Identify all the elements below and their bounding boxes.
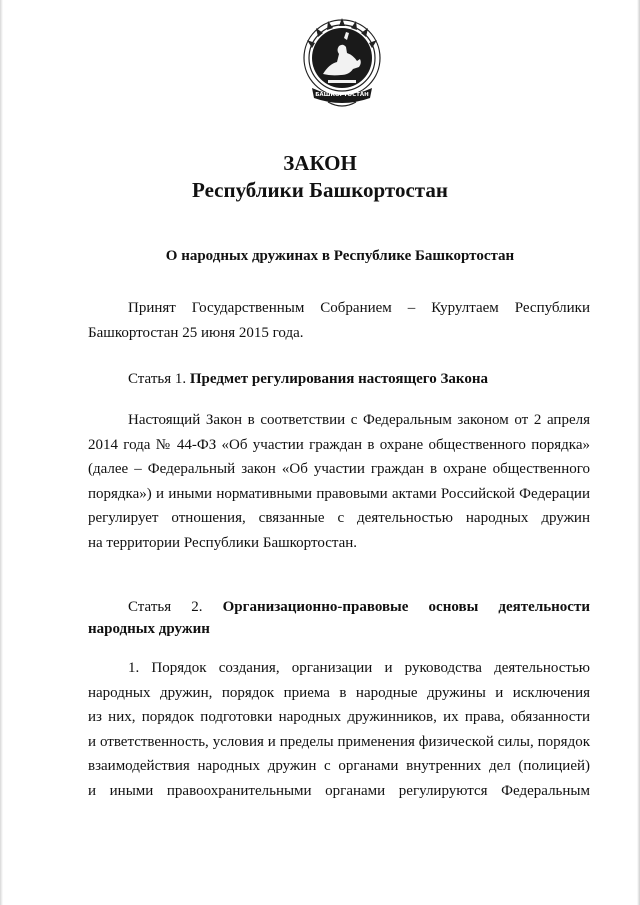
article-1-title: Предмет регулирования настоящего Закона xyxy=(189,371,488,387)
scan-edge-left xyxy=(0,0,3,905)
article-1-line: регулирует отношения, связанные с деятельностью народных дружин xyxy=(88,510,590,527)
article-1-line: на территории Республики Башкортостан. xyxy=(88,534,358,551)
law-subject: О народных дружинах в Республике Башкортостан xyxy=(165,248,515,264)
article-2-heading xyxy=(88,596,590,640)
adoption-line: Принят Государственным Собранием – Курултаем Республики xyxy=(128,300,590,316)
bashkortostan-coat-of-arms-icon xyxy=(298,14,386,110)
article-1-heading xyxy=(88,368,590,390)
article-1-line: Настоящий Закон в соответствии с Федеральным законом от 2 апреля xyxy=(128,412,590,428)
article-1-line: порядка») и иными нормативными правовыми актами Российской Федерации xyxy=(88,485,590,502)
emblem-ribbon-text: БАШКОРТОСТАН xyxy=(315,92,369,98)
article-2-line: и ответственность, условия и пределы применения физической силы, порядок xyxy=(88,733,590,750)
article-2-line: народных дружин, порядок приема в народные дружины и исключения xyxy=(88,684,590,701)
article-2-body xyxy=(88,656,590,804)
article-1-line: (далее – Федеральный закон «Об участии граждан в охране общественного xyxy=(88,461,590,478)
title-republic: Республики Башкортостан xyxy=(192,178,448,202)
article-1-body xyxy=(88,408,590,556)
adoption-statement xyxy=(88,296,590,345)
document-title xyxy=(0,150,640,204)
article-2-line: 1. Порядок создания, организации и руководства деятельностью xyxy=(128,660,590,676)
article-2-prefix: Статья 2. xyxy=(128,599,223,615)
article-1-line: 2014 года № 44-ФЗ «Об участии граждан в охране общественного порядка» xyxy=(88,436,590,453)
title-law: ЗАКОН xyxy=(283,151,357,175)
article-2-title-line2: народных дружин xyxy=(88,621,210,637)
article-2-title-line1: Организационно-правовые основы деятельности xyxy=(222,599,590,615)
article-1-prefix: Статья 1. xyxy=(128,371,190,387)
article-2-line: взаимодействия народных дружин с органами внутренних дел (полицией) xyxy=(88,758,590,775)
adoption-line: Башкортостан 25 июня 2015 года. xyxy=(88,324,304,341)
article-2-line: и иными правоохранительными органами регулируются Федеральным xyxy=(88,782,590,799)
article-2-line: из них, порядок подготовки народных дружинников, их права, обязанности xyxy=(88,709,590,726)
